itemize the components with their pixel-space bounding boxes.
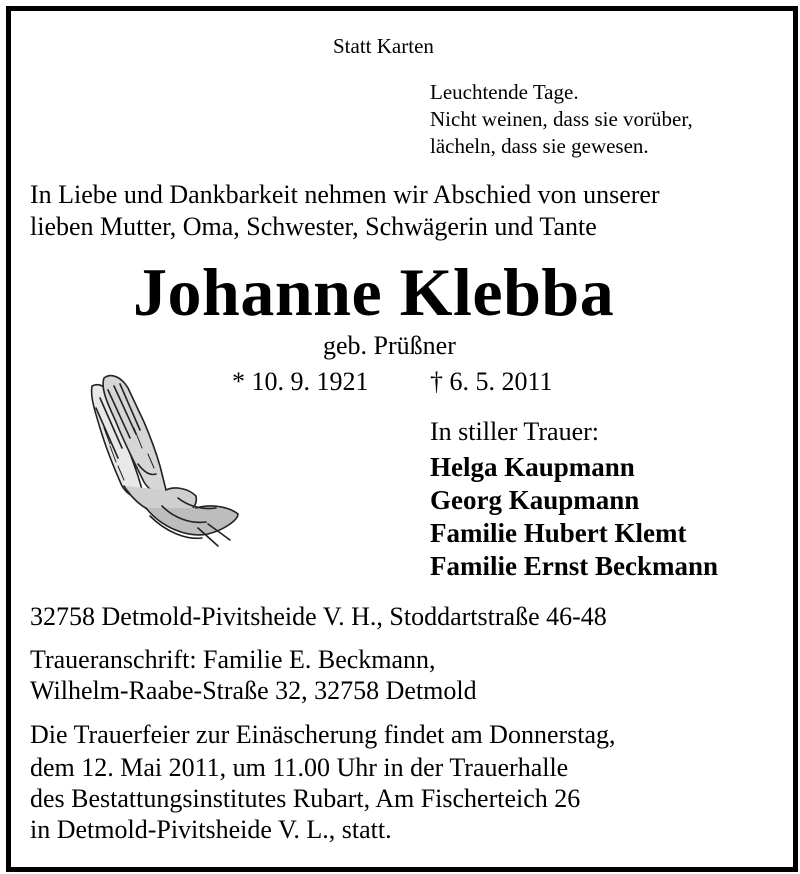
ceremony-line-1: Die Trauerfeier zur Einäscherung findet am Donnerstag, — [30, 720, 616, 749]
home-address: 32758 Detmold-Pivitsheide V. H., Stoddartstraße 46-48 — [30, 602, 607, 631]
mourner-name: Familie Ernst Beckmann — [430, 551, 718, 581]
mourners-heading: In stiller Trauer: — [430, 417, 599, 446]
deceased-name: Johanne Klebba — [133, 254, 615, 330]
birth-date: * 10. 9. 1921 — [232, 367, 369, 396]
death-date: † 6. 5. 2011 — [430, 367, 553, 396]
maiden-name: geb. Prüßner — [323, 331, 456, 360]
mourner-name: Georg Kaupmann — [430, 485, 640, 515]
intro-line-2: lieben Mutter, Oma, Schwester, Schwägerin und Tante — [30, 212, 597, 241]
statt-karten-label: Statt Karten — [333, 34, 434, 58]
mourning-address-line-2: Wilhelm-Raabe-Straße 32, 32758 Detmold — [30, 676, 477, 705]
poem-line-2: Nicht weinen, dass sie vorüber, — [430, 107, 693, 131]
ceremony-line-2: dem 12. Mai 2011, um 11.00 Uhr in der Trauerhalle — [30, 753, 569, 782]
poem-line-1: Leuchtende Tage. — [430, 80, 579, 104]
praying-hands-icon — [78, 368, 248, 553]
mourner-name: Helga Kaupmann — [430, 452, 635, 482]
ceremony-line-3: des Bestattungsinstitutes Rubart, Am Fischerteich 26 — [30, 784, 581, 813]
mourning-address-line-1: Traueranschrift: Familie E. Beckmann, — [30, 645, 436, 674]
ceremony-line-4: in Detmold-Pivitsheide V. L., statt. — [30, 815, 392, 844]
intro-line-1: In Liebe und Dankbarkeit nehmen wir Abschied von unserer — [30, 180, 660, 209]
poem-line-3: lächeln, dass sie gewesen. — [430, 134, 649, 158]
mourner-name: Familie Hubert Klemt — [430, 518, 687, 548]
